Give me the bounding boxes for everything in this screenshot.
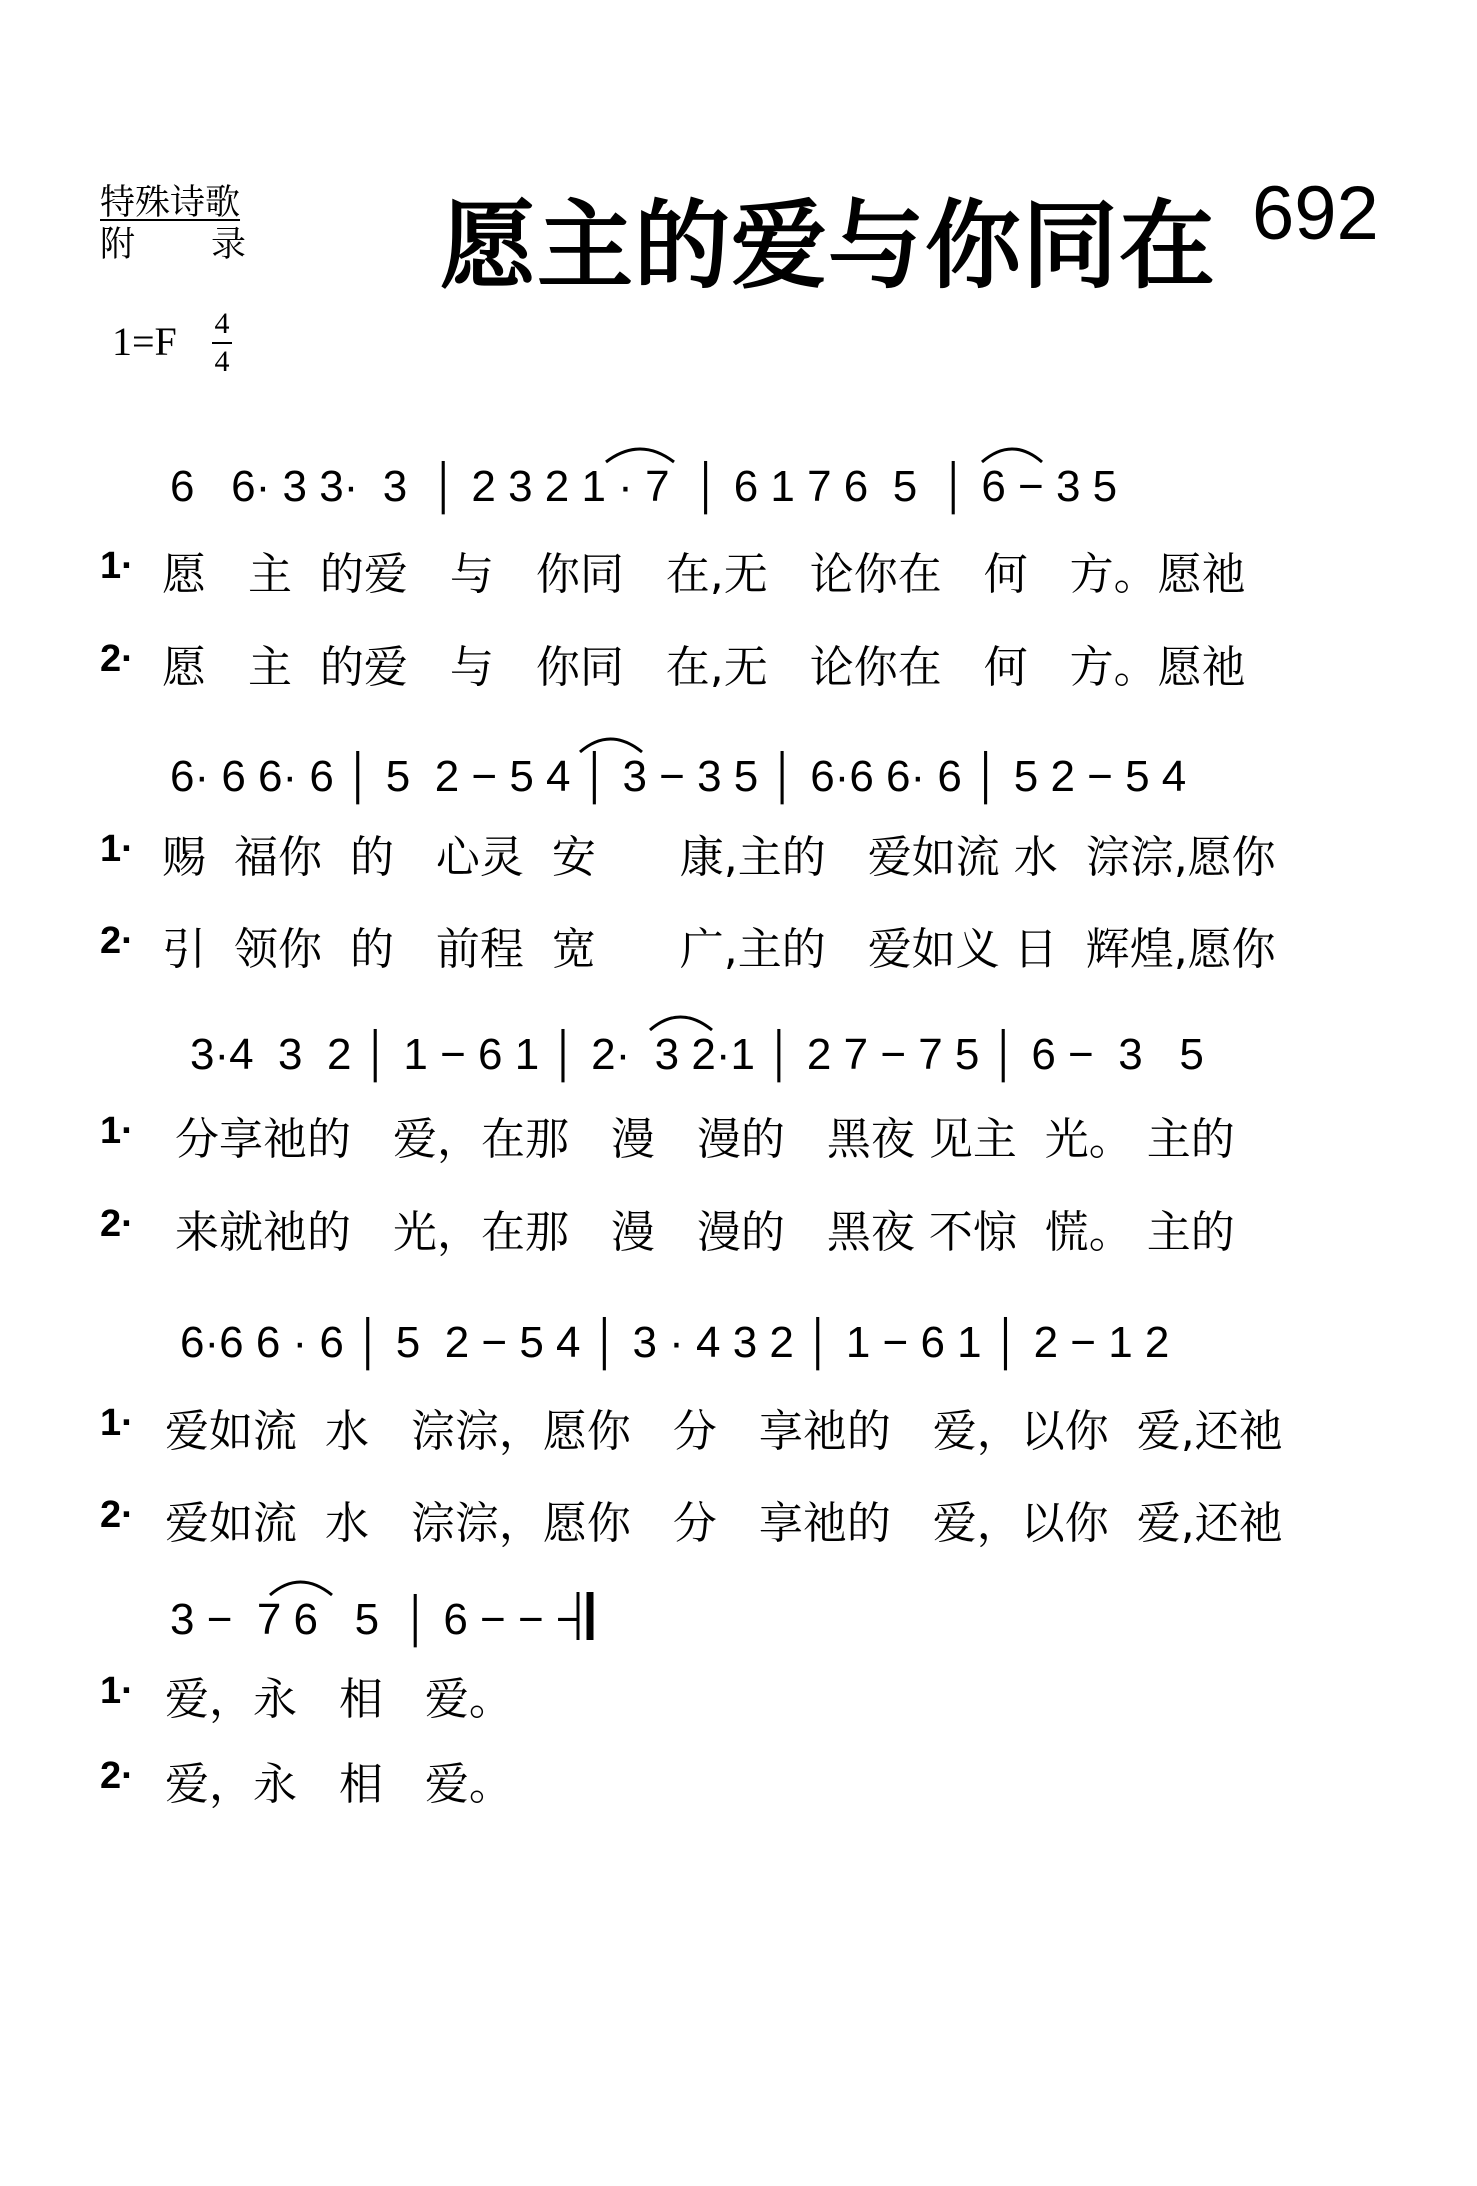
system-2-lyrics-verse-2: 引 领你 的 前程 宽 广,主的 爱如义 日 辉煌,愿你: [162, 924, 1276, 975]
verse-1-label: 1·: [100, 1670, 134, 1712]
verse-number: 1: [100, 545, 122, 587]
verse-1-label: 1·: [100, 545, 134, 587]
system-1-lyrics-verse-1: 愿 主 的爱 与 你同 在,无 论你在 何 方。愿祂: [162, 549, 1246, 600]
verse-number: 2: [100, 1203, 122, 1245]
verse-number: 1: [100, 1402, 122, 1444]
verse-number: 1: [100, 828, 122, 870]
system-1-lyrics-verse-2: 愿 主 的爱 与 你同 在,无 论你在 何 方。愿祂: [162, 642, 1246, 693]
verse-1-label: 1·: [100, 1402, 134, 1444]
verse-2-label: 2·: [100, 1494, 134, 1536]
verse-2-label: 2·: [100, 638, 134, 680]
system-4-lyrics-verse-2: 爱如流 水 淙淙，愿你 分 享祂的 爱，以你 爱,还祂: [165, 1498, 1283, 1549]
verse-2-label: 2·: [100, 1755, 134, 1797]
verse-number: 2: [100, 920, 122, 962]
verse-number: 2: [100, 1755, 122, 1797]
system-3-notes: 3·4 3 2 │ 1 − 6 1 │ 2· 3 2·1 │ 2 7 − 7 5 │ 6 − 3 5: [190, 1030, 1204, 1079]
system-4-lyrics-verse-1: 爱如流 水 淙淙，愿你 分 享祂的 爱，以你 爱,还祂: [165, 1406, 1283, 1457]
key-signature: 1=F: [112, 319, 177, 364]
system-3-lyrics-verse-1: 分享祂的 爱，在那 漫 漫的 黑夜 见主 光。 主的: [175, 1114, 1235, 1165]
system-2-lyrics-verse-1: 赐 福你 的 心灵 安 康,主的 爱如流 水 淙淙,愿你: [162, 832, 1276, 883]
system-3-lyrics-verse-2: 来就祂的 光，在那 漫 漫的 黑夜 不惊 慌。 主的: [175, 1207, 1235, 1258]
slur-mark: [650, 1017, 712, 1030]
verse-2-label: 2·: [100, 920, 134, 962]
system-4-notes: 6·6 6 · 6 │ 5 2 − 5 4 │ 3 · 4 3 2 │ 1 − 6 1 │ 2 − 1 2: [180, 1318, 1170, 1367]
slur-mark: [580, 739, 642, 752]
verse-number: 1: [100, 1670, 122, 1712]
slur-mark: [270, 1582, 332, 1595]
slur-mark: [606, 449, 674, 462]
slur-mark: [982, 449, 1042, 462]
verse-number: 2: [100, 638, 122, 680]
time-sig-top: 4: [214, 307, 230, 340]
time-sig-bottom: 4: [214, 345, 230, 378]
system-5-notes: 3 − 7 6 5 │ 6 − − −: [170, 1595, 582, 1644]
system-1-notes: 6 6· 3 3· 3 │ 2 3 2 1 · 7 │ 6 1 7 6 5 │ 6 − 3 5: [170, 462, 1118, 511]
appendix-char-2: 录: [210, 225, 246, 265]
system-5-lyrics-verse-1: 爱，永 相 爱。: [165, 1674, 513, 1725]
system-5-lyrics-verse-2: 爱，永 相 爱。: [165, 1759, 513, 1810]
category-label: 特殊诗歌: [100, 183, 241, 223]
hymn-number: 692: [1252, 171, 1379, 256]
verse-number: 2: [100, 1494, 122, 1536]
verse-1-label: 1·: [100, 1110, 134, 1152]
hymn-title: 愿主的爱与你同在: [440, 190, 1216, 302]
verse-number: 1: [100, 1110, 122, 1152]
verse-1-label: 1·: [100, 828, 134, 870]
verse-2-label: 2·: [100, 1203, 134, 1245]
system-2-notes: 6· 6 6· 6 │ 5 2 − 5 4 │ 3 − 3 5 │ 6·6 6· 6 │ 5 2 − 5 4: [170, 752, 1187, 801]
appendix-char-1: 附: [100, 225, 136, 265]
